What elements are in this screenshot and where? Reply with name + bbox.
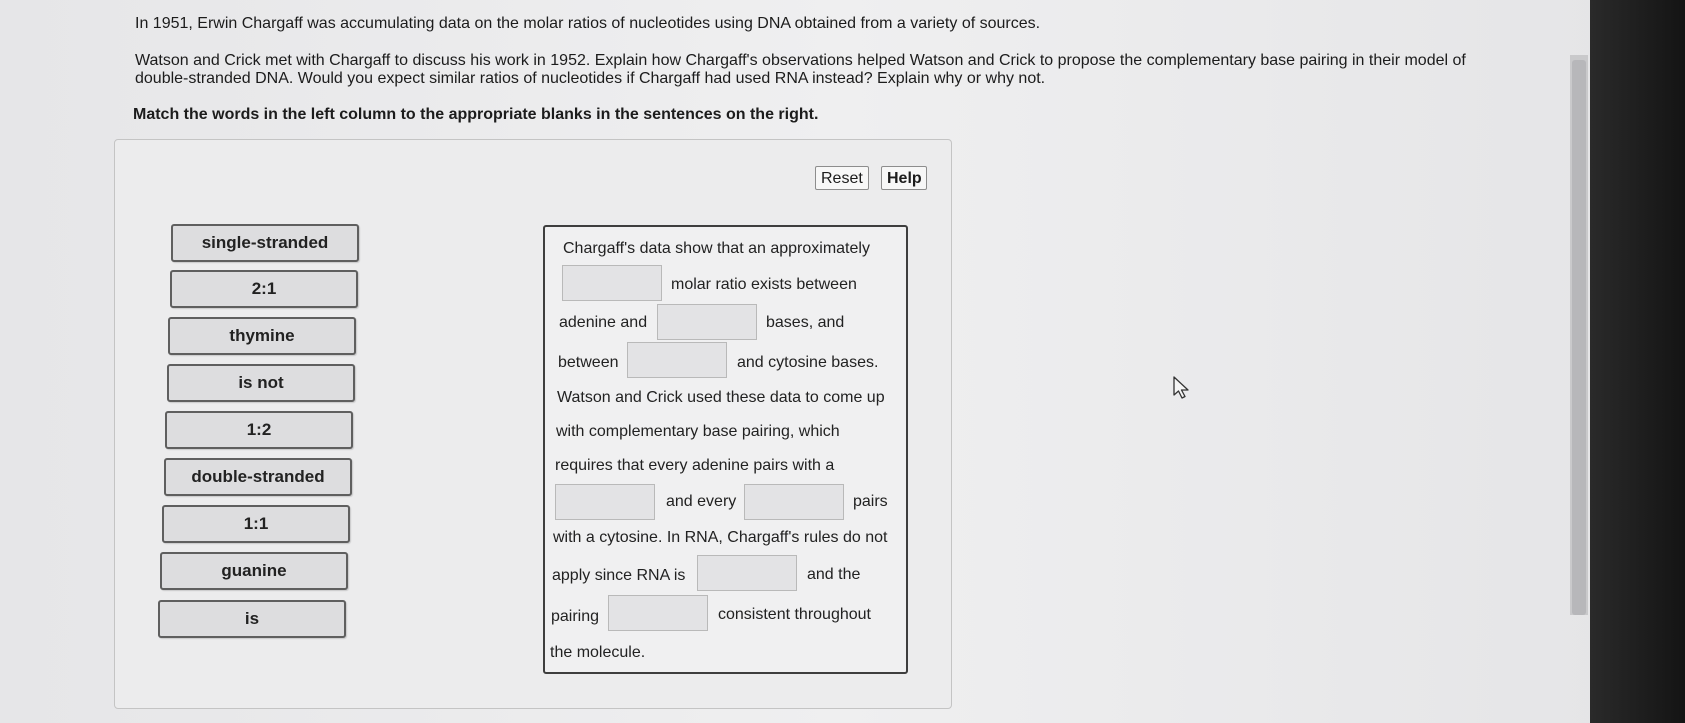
- sentence-line-10: and every: [666, 493, 737, 510]
- sentence-line-1: Chargaff's data show that an approximately: [563, 240, 870, 257]
- word-chip-guanine[interactable]: guanine: [160, 552, 348, 590]
- blank-drop-4[interactable]: [555, 484, 655, 520]
- screen-bezel: [1590, 0, 1685, 723]
- sentence-line-11: pairs: [853, 493, 888, 510]
- sentence-line-17: the molecule.: [550, 644, 646, 661]
- sentence-line-12: with a cytosine. In RNA, Chargaff's rules do not: [553, 529, 888, 546]
- sentence-line-16: consistent throughout: [718, 606, 871, 623]
- matching-instruction: Match the words in the left column to the appropriate blanks in the sentences on the right.: [133, 106, 819, 123]
- blank-drop-2[interactable]: [657, 304, 757, 340]
- word-chip-single-stranded[interactable]: single-stranded: [171, 224, 359, 262]
- sentence-line-4: bases, and: [766, 314, 845, 331]
- sentence-line-5: between: [558, 354, 619, 371]
- sentence-line-13: apply since RNA is: [552, 567, 686, 584]
- reset-button[interactable]: Reset: [815, 166, 869, 190]
- mouse-pointer-icon: [1172, 376, 1192, 400]
- word-chip-1-1[interactable]: 1:1: [162, 505, 350, 543]
- sentence-line-15: pairing: [551, 608, 600, 625]
- sentence-line-6: and cytosine bases.: [737, 354, 879, 371]
- blank-drop-1[interactable]: [562, 265, 662, 301]
- blank-drop-5[interactable]: [744, 484, 844, 520]
- word-chip-is[interactable]: is: [158, 600, 346, 638]
- sentence-line-7: Watson and Crick used these data to come up: [557, 389, 885, 406]
- sentence-line-3: adenine and: [559, 314, 648, 331]
- help-button[interactable]: Help: [881, 166, 927, 190]
- blank-drop-3[interactable]: [627, 342, 727, 378]
- word-chip-1-2[interactable]: 1:2: [165, 411, 353, 449]
- question-intro: In 1951, Erwin Chargaff was accumulating data on the molar ratios of nucleotides using DNA obtained from a variety of sources.: [135, 15, 1041, 32]
- word-chip-double-stranded[interactable]: double-stranded: [164, 458, 352, 496]
- word-chip-2-1[interactable]: 2:1: [170, 270, 358, 308]
- sentence-line-2: molar ratio exists between: [671, 276, 857, 293]
- sentence-line-14: and the: [807, 566, 861, 583]
- word-chip-is-not[interactable]: is not: [167, 364, 355, 402]
- question-prompt: Watson and Crick met with Chargaff to discuss his work in 1952. Explain how Chargaff's observations helped Watson and Crick to propose the complementary base pairing in their model of double-stranded DNA. Would you expect similar ratios of nucleotides if Chargaff had used RNA instead? Explain why or why not.: [135, 52, 1466, 87]
- blank-drop-6[interactable]: [697, 555, 797, 591]
- scrollbar-thumb[interactable]: [1572, 60, 1586, 615]
- blank-drop-7[interactable]: [608, 595, 708, 631]
- sentence-line-9: requires that every adenine pairs with a: [555, 457, 835, 474]
- sentence-line-8: with complementary base pairing, which: [556, 423, 840, 440]
- word-chip-thymine[interactable]: thymine: [168, 317, 356, 355]
